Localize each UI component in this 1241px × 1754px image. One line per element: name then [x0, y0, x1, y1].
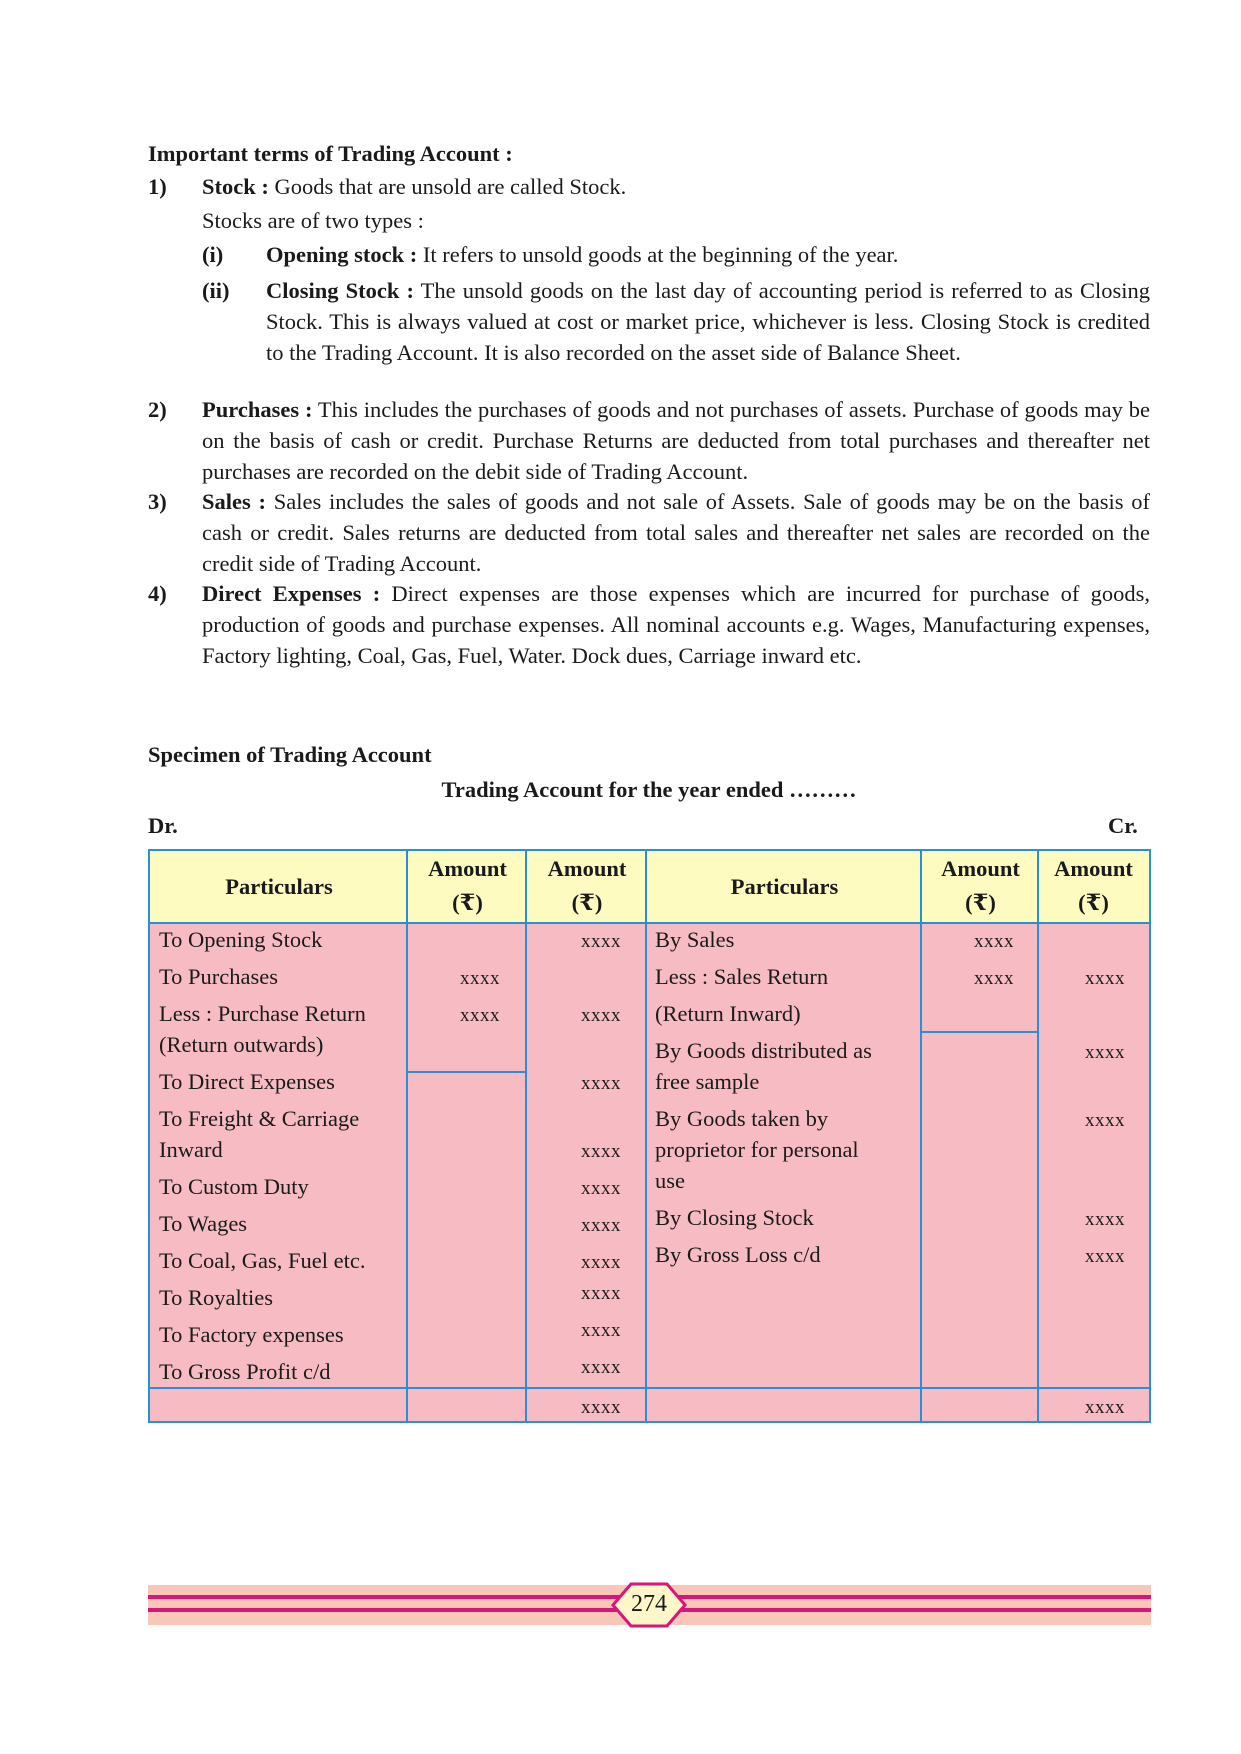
debit-particular: (Return outwards) — [159, 1032, 324, 1057]
amount-value: xxxx — [581, 1215, 621, 1236]
credit-particular: free sample — [655, 1069, 760, 1094]
header-amount-label: Amount — [941, 856, 1020, 881]
amount-value: xxxx — [581, 1073, 621, 1094]
term-number: 4) — [148, 581, 167, 606]
header-currency-label: (₹) — [571, 890, 603, 915]
term-number: 1) — [148, 174, 167, 199]
header-amount-3 — [922, 851, 1039, 922]
debit-particular: To Royalties — [159, 1285, 274, 1310]
amount-value: xxxx — [1085, 1246, 1125, 1267]
debit-particular: To Custom Duty — [159, 1174, 309, 1199]
debit-particular: To Coal, Gas, Fuel etc. — [159, 1248, 366, 1273]
debit-particular: Inward — [159, 1137, 223, 1162]
term-title: Stock : — [202, 174, 269, 199]
credit-particular: By Gross Loss c/d — [655, 1242, 821, 1267]
header-amount-4 — [1039, 851, 1148, 922]
credit-particular: proprietor for personal — [655, 1137, 859, 1162]
total-value: xxxx — [1085, 1397, 1125, 1418]
credit-particular: use — [655, 1168, 685, 1193]
column-divider — [1037, 851, 1039, 1421]
header-particulars-debit: Particulars — [225, 874, 333, 899]
sub-term-closing-stock — [266, 275, 1150, 368]
amount-value: xxxx — [460, 968, 500, 989]
table-caption: Trading Account for the year ended ……… — [441, 777, 857, 802]
debit-particular: To Purchases — [159, 964, 279, 989]
sub-title: Closing Stock : — [266, 278, 414, 303]
cr-label: Cr. — [1108, 813, 1138, 838]
term-number: 3) — [148, 489, 167, 514]
sub-text: The unsold goods on the last day of accounting period is referred to as Closing Stock. This is always valued at cost or market price, whichever is less. Closing Stock is credited to the Trading Account. It is also recorded on the asset side of Balance Sheet. — [266, 278, 1150, 365]
term-title: Sales : — [202, 489, 266, 514]
term-direct-expenses — [202, 578, 1150, 671]
term-text: Goods that are unsold are called Stock. — [268, 174, 627, 199]
dr-label: Dr. — [148, 813, 178, 838]
column-divider — [525, 851, 527, 1421]
amount-value: xxxx — [581, 1178, 621, 1199]
sub-term-opening-stock — [266, 239, 1150, 270]
header-amount-2 — [527, 851, 647, 922]
debit-particular: To Factory expenses — [159, 1322, 344, 1347]
amount-value: xxxx — [1085, 968, 1125, 989]
total-value: xxxx — [581, 1397, 621, 1418]
credit-particular: By Closing Stock — [655, 1205, 814, 1230]
header-currency-label: (₹) — [452, 890, 483, 915]
sub-text: It refers to unsold goods at the beginning of the year. — [417, 242, 899, 267]
debit-particular: To Direct Expenses — [159, 1069, 335, 1094]
page-number: 274 — [631, 1591, 667, 1617]
table-header-row — [150, 851, 1149, 924]
term-text: Sales includes the sales of goods and not sale of Assets. Sale of goods may be on the basis of cash or credit. Sales returns are deducted from total sales and thereafter net sales are recorded on the credit side of Trading Account. — [202, 489, 1151, 576]
amount-value: xxxx — [581, 1357, 621, 1378]
amount-value: xxxx — [581, 1320, 621, 1341]
credit-particular: By Goods distributed as — [655, 1038, 872, 1063]
header-amount-label: Amount — [1054, 856, 1133, 881]
header-amount-label: Amount — [428, 856, 507, 881]
term-text: This includes the purchases of goods and not purchases of assets. Purchase of goods may be on the basis of cash or credit. Purchase Returns are deducted from total purchases and thereafter net purchases are recorded on the debit side of Trading Account. — [202, 397, 1150, 484]
sub-number: (i) — [202, 242, 224, 267]
header-particulars-credit: Particulars — [730, 874, 839, 899]
term-title: Direct Expenses : — [202, 581, 381, 606]
amount-value: xxxx — [1085, 1110, 1125, 1131]
amount-value: xxxx — [581, 1283, 621, 1304]
term-text: Direct expenses are those expenses which are incurred for purchase of goods, production of goods and purchase expenses. All nominal accounts e.g. Wages, Manufacturing expenses, Factory lighting, Coal, Gas, Fuel, Water. Dock dues, Carriage inward etc. — [202, 581, 1150, 668]
amount-value: xxxx — [974, 968, 1014, 989]
column-divider — [920, 851, 922, 1421]
trading-account-table — [148, 849, 1151, 1423]
term-stock — [202, 171, 1150, 202]
amount-value: xxxx — [974, 931, 1014, 952]
total-row-line — [150, 1387, 1149, 1389]
amount-value: xxxx — [1085, 1042, 1125, 1063]
debit-particular: To Gross Profit c/d — [159, 1359, 331, 1384]
subtotal-line — [408, 1071, 525, 1073]
subtotal-line — [922, 1031, 1037, 1033]
credit-particular: (Return Inward) — [655, 1001, 801, 1026]
debit-particular: To Freight & Carriage — [159, 1106, 360, 1131]
debit-particular: To Wages — [159, 1211, 248, 1236]
column-divider — [406, 851, 408, 1421]
sub-number: (ii) — [202, 278, 230, 303]
amount-value: xxxx — [581, 1005, 621, 1026]
column-divider — [645, 851, 647, 1421]
credit-particular: Less : Sales Return — [655, 964, 829, 989]
term-number: 2) — [148, 397, 167, 422]
debit-particular: To Opening Stock — [159, 927, 323, 952]
header-currency-label: (₹) — [1078, 890, 1109, 915]
term-title: Purchases : — [202, 397, 313, 422]
amount-value: xxxx — [581, 931, 621, 952]
credit-particular: By Goods taken by — [655, 1106, 829, 1131]
debit-particular: Less : Purchase Return — [159, 1001, 366, 1026]
header-amount-1 — [408, 851, 527, 922]
section-heading: Important terms of Trading Account : — [148, 141, 513, 166]
amount-value: xxxx — [1085, 1209, 1125, 1230]
term-purchases — [202, 394, 1150, 487]
amount-value: xxxx — [581, 1252, 621, 1273]
sub-title: Opening stock : — [266, 242, 418, 267]
term-sales — [202, 486, 1150, 579]
amount-value: xxxx — [460, 1005, 500, 1026]
header-currency-label: (₹) — [965, 890, 996, 915]
amount-value: xxxx — [581, 1141, 621, 1162]
header-amount-label: Amount — [547, 856, 627, 881]
credit-particular: By Sales — [655, 927, 735, 952]
term-extra: Stocks are of two types : — [202, 208, 424, 233]
specimen-heading: Specimen of Trading Account — [148, 742, 432, 767]
